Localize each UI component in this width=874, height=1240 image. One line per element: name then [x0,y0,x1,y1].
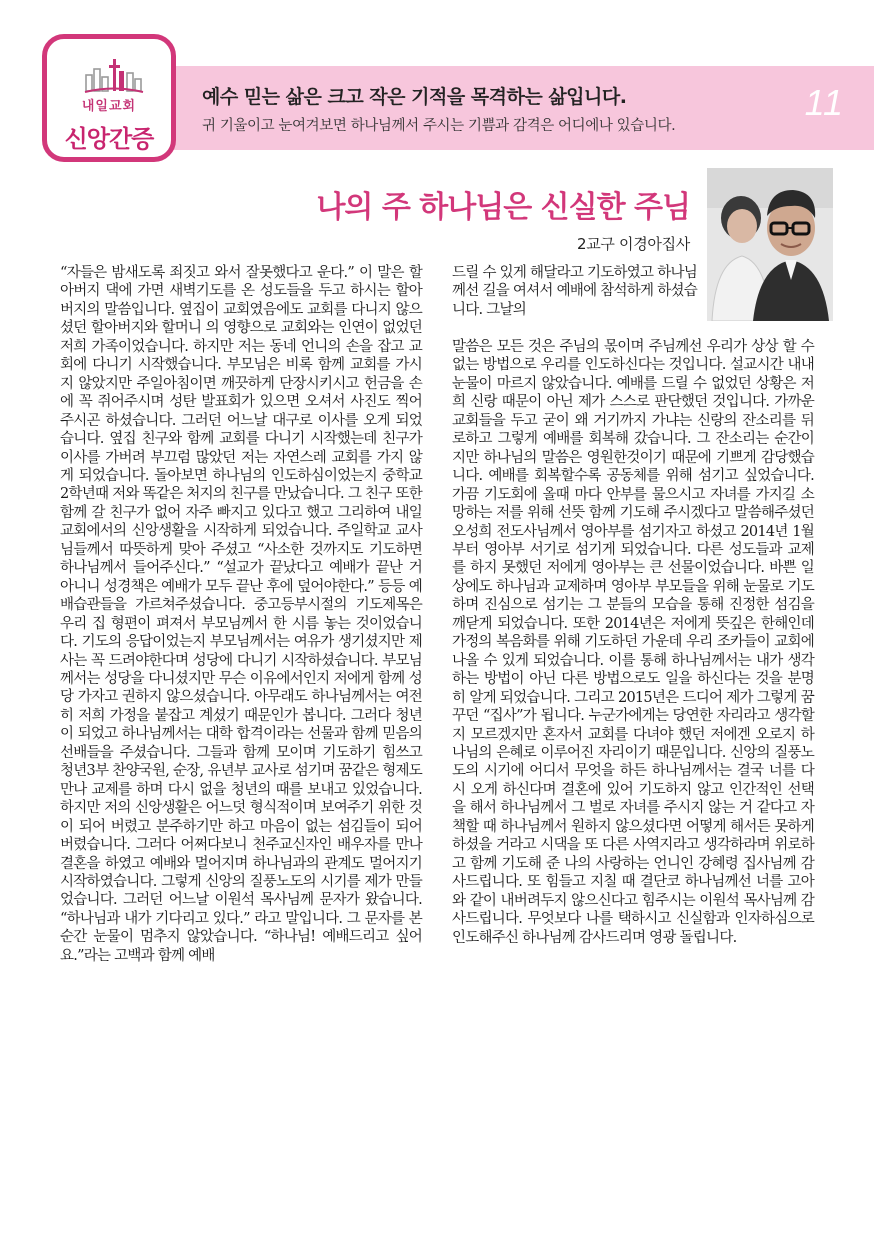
article-paragraph: “자들은 밤새도록 죄짓고 와서 잘못했다고 운다.” 이 말은 할아버지 댁에 가면 새벽기도를 온 성도들을 두고 하시는 할아버지의 말씀입니다. 옆집이 교회였음에도 교회를 다니지 않으셨던 할아버지와 할머니 의 영향으로 교회와는 인연이 없었던 저희 가족이었습니다. 하지만 저는 동네 언니의 손을 잡고 교회에 다니기 시작했습니다. 부모님은 비록 함께 교회를 가시지 않았지만 주일아침이면 깨끗하게 단장시키시고 헌금을 손에 꼭 쥐어주시며 성탄 발표회가 있으면 오셔서 사진도 찍어 주시곤 하셨습니다. 그러던 어느날 대구로 이사를 오게 되었습니다. 옆집 친구와 함께 교회를 다니기 시작했는데 친구가 이사를 가버려 부끄럼 많았던 저는 자연스레 교회를 가지 않게 되었습니다. 돌아보면 하나님의 인도하심이었는지 중학교 2학년때 저와 똑같은 처지의 친구를 만났습니다. 그 친구 또한 함께 갈 친구가 없어 자주 빠지고 있다고 했고 그리하여 내일교회에서의 신앙생활을 시작하게 되었습니다. 주일학교 교사님들께서 따뜻하게 맞아 주셨고 “사소한 것까지도 기도하면 하나님께서 들어주신다.” “설교가 끝났다고 예배가 끝난 거 아니니 성경책은 예배가 모두 끝난 후에 덮어야한다.” 등등 예배습관들을 가르쳐주셨습니다. 중고등부시절의 기도제목은 우리 집 형편이 펴져서 부모님께서 한 시름 놓는 것이었습니다. 기도의 응답이었는지 부모님께서는 여유가 생기셨지만 제사는 꼭 드려야한다며 성당에 다니기 시작하셨습니다. 부모님께서는 성당을 다니셨지만 무슨 이유에서인지 저에게 함께 성당 가자고 권하지 않으셨습니다. 아무래도 하나님께서는 여전히 저희 가정을 붙잡고 계셨기 때문인가 봅니다. 그러다 청년이 되었고 하나님께서는 대학 합격이라는 선물과 함께 믿음의 선배들을 주셨습니다. 그들과 함께 모이며 기도하기 힘쓰고 청년3부 찬양국원, 순장, 유년부 교사로 섬기며 꿈같은 형제도 만나 교제를 하며 다시 없을 청년의 때를 보내고 있었습니다. 하지만 저의 신앙생활은 어느덧 형식적이며 보여주기 위한 것이 되어 버렸고 분주하기만 하고 마음이 없는 섬김들이 되어버렸습니다. 그러다 어쩌다보니 천주교신자인 배우자를 만나 결혼을 하였고 예배와 멀어지며 하나님과의 관계도 멀어지기 시작하였습니다. 그렇게 신앙의 질풍노도의 시기를 제가 만들었습니다. 그러던 어느날 이원석 목사님께 문자가 왔습니다. “하나님과 내가 기다리고 있다.” 라고 말입니다. 그 문자를 본 순간 눈물이 멈추지 않았습니다. “하나님! 예배드리고 싶어요.”라는 고백과 함께 예배 [60,265,422,964]
article-byline: 2교구 이경아집사 [576,235,690,253]
article-title: 나의 주 하나님은 신실한 주님 [316,190,690,225]
church-name: 내일교회 [81,99,137,114]
page-number: 11 [804,82,844,123]
banner-subline: 귀 기울이고 눈여겨보면 하나님께서 주시는 기쁨과 감격은 어디에나 있습니다. [202,118,676,134]
article-paragraph: 드릴 수 있게 해달라고 기도하였고 하나님께선 길을 여셔서 예배에 참석하게 하셨습니다. 그날의 [452,265,697,318]
church-logo-badge [42,34,176,162]
article-body-right-column-top [452,264,697,319]
banner-headline: 예수 믿는 삶은 크고 작은 기적을 목격하는 삶입니다. [202,86,627,108]
article-paragraph: 말씀은 모든 것은 주님의 몫이며 주님께선 우리가 상상 할 수 없는 방법으로 우리를 인도하신다는 것입니다. 설교시간 내내 눈물이 마르지 않았습니다. 예배를 드릴 수 없었던 상황은 저희 신랑 때문이 아닌 제가 스스로 판단했던 것입니다. 가까운 교회들을 두고 굳이 왜 거기까지 가냐는 신랑의 잔소리를 뒤로하고 그렇게 예배를 회복해 갔습니다. 그 잔소리는 순간이지만 하나님의 말씀은 영원한것이기 때문에 기쁘게 감당했습니다. 예배를 회복할수록 공동체를 위해 섬기고 싶었습니다. 가끔 기도회에 올때 마다 안부를 물으시고 자녀를 가지길 소망하는 저를 위해 선뜻 함께 기도해 주시겠다고 말씀해주셨던 오성희 전도사님께서 영아부를 섬기자고 하셨고 2014년 1월부터 영아부 서기로 섬기게 되었습니다. 다른 성도들과 교제를 하지 못했던 저에게 영아부는 큰 선물이었습니다. 바쁜 일상에도 하나님과 교제하며 영아부 부모들을 위해 눈물로 기도하며 진심으로 섬기는 그 분들의 모습을 통해 진정한 섬김을 깨닫게 되었습니다. 또한 2014년은 저에게 뜻깊은 한해인데 가정의 복음화를 위해 기도하던 가운데 우리 조카들이 교회에 나올 수 있게 되었습니다. 이를 통해 하나님께서는 내가 생각하는 방법이 아닌 다른 방법으로도 일을 하신다는 것을 분명히 알게 되었습니다. 그리고 2015년은 드디어 제가 그렇게 꿈꾸던 “집사”가 됩니다. 누군가에게는 당연한 자리라고 생각할지 모르겠지만 혼자서 교회를 다녀야 했던 저에겐 오로지 하나님의 은혜로 이루어진 자리이기 때문입니다. 신앙의 질풍노도의 시기에 어디서 무엇을 하든 하나님께서는 결국 너를 다시 오게 하신다며 결혼에 있어 기도하지 않고 인간적인 선택을 해서 하나님께서 그 벌로 자녀를 주시지 않는 거 같다고 자책할 때 하나님께서 원하지 않으셨다면 어떻게 해서든 못하게 하셨을 거라고 시댁을 또 다른 사역지라고 생각하라며 위로하고 함께 기도해 준 나의 사랑하는 언니인 강혜령 집사님께 감사드립니다. 또 힘들고 지칠 때 결단코 하나님께선 너를 고아와 같이 내버려두지 않으신다고 힘주시는 이원석 목사님께 감사드립니다. 무엇보다 나를 택하시고 신실함과 인자하심으로 인도해주신 하나님께 감사드리며 영광 돌립니다. [452,339,814,946]
author-photo-illustration [707,168,833,321]
section-label: 신앙간증 [64,125,154,153]
article-body-left-column [60,264,422,965]
header-banner [160,66,874,150]
author-photo [707,168,833,321]
church-logo-icon [83,57,145,97]
article-body-right-column [452,338,814,947]
